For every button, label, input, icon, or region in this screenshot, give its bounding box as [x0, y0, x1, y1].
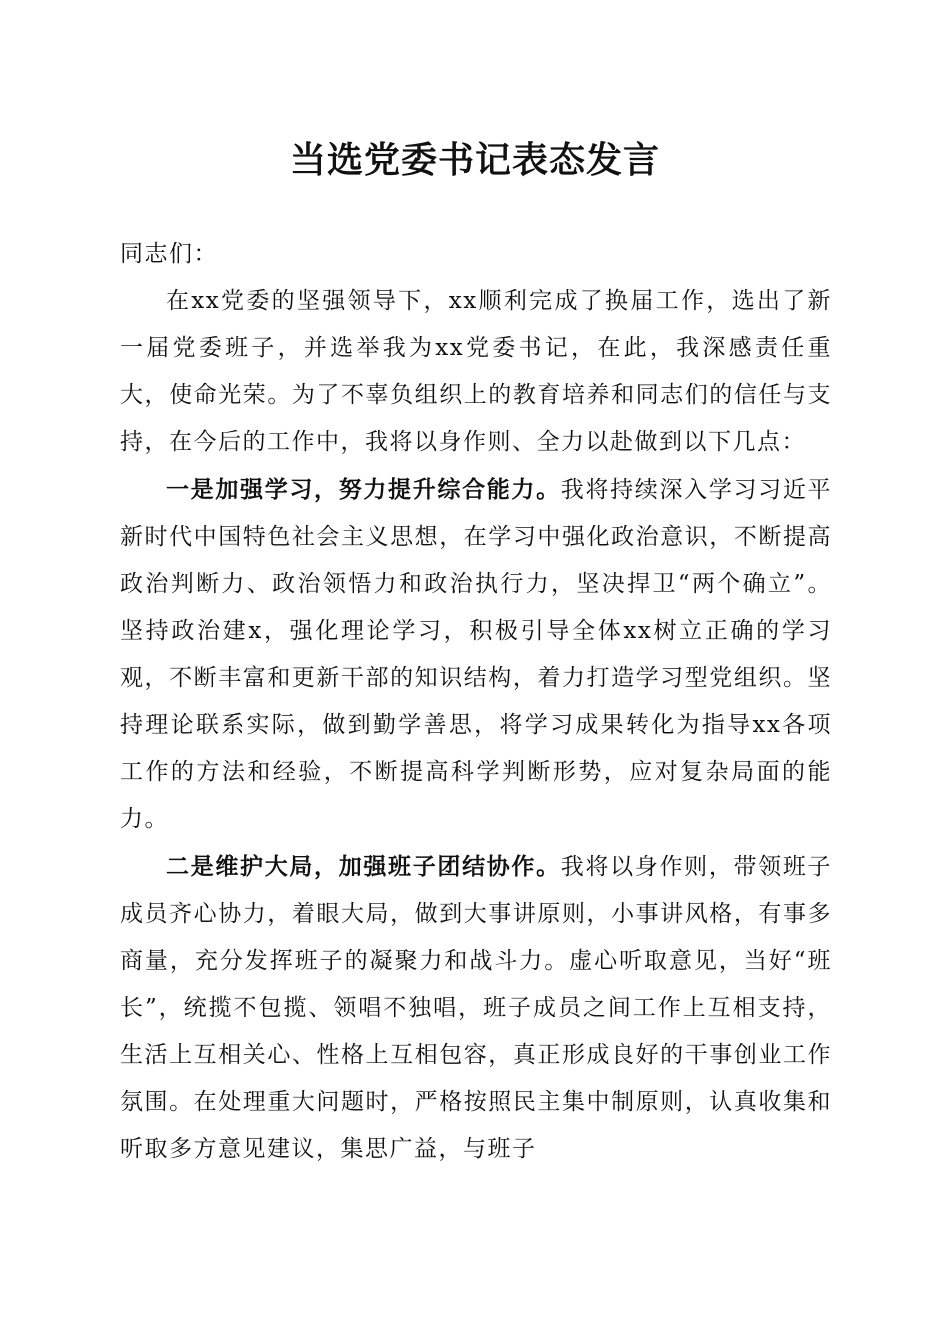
document-title: 当选党委书记表态发言 [289, 139, 660, 181]
paragraph-point-one [120, 466, 832, 843]
document-body [120, 231, 832, 1173]
paragraph-text: 我将持续深入学习习近平新时代中国特色社会主义思想，在学习中强化政治意识，不断提高政治判断力、政治领悟力和政治执行力，坚决捍卫“两个确立”。坚持政治建x，强化理论学习，积极引导全体xx树立正确的学习观，不断丰富和更新干部的知识结构，着力打造学习型党组织。坚持理论联系实际，做到勤学善思，将学习成果转化为指导xx各项工作的方法和经验，不断提高科学判断形势，应对复杂局面的能力。 [120, 477, 833, 832]
paragraph-text: 在xx党委的坚强领导下，xx顺利完成了换届工作，选出了新一届党委班子，并选举我为xx党委书记，在此，我深感责任重大，使命光荣。为了不辜负组织上的教育培养和同志们的信任与支持，在今后的工作中，我将以身作则、全力以赴做到以下几点： [120, 288, 832, 455]
paragraph-point-two [120, 843, 832, 1173]
paragraph-lead: 二是维护大局，加强班子团结协作。 [166, 853, 561, 880]
paragraph-text: 我将以身作则，带领班子成员齐心协力，着眼大局，做到大事讲原则，小事讲风格，有事多商量，充分发挥班子的凝聚力和战斗力。虚心听取意见，当好“班长”，统揽不包揽、领唱不独唱，班子成员之间工作上互相支持，生活上互相关心、性格上互相包容，真正形成良好的干事创业工作氛围。在处理重大问题时，严格按照民主集中制原则，认真收集和听取多方意见建议，集思广益，与班子 [120, 854, 833, 1162]
paragraph-intro [120, 278, 832, 466]
paragraph-lead: 一是加强学习，努力提升综合能力。 [166, 476, 561, 503]
salutation: 同志们： [120, 241, 218, 267]
